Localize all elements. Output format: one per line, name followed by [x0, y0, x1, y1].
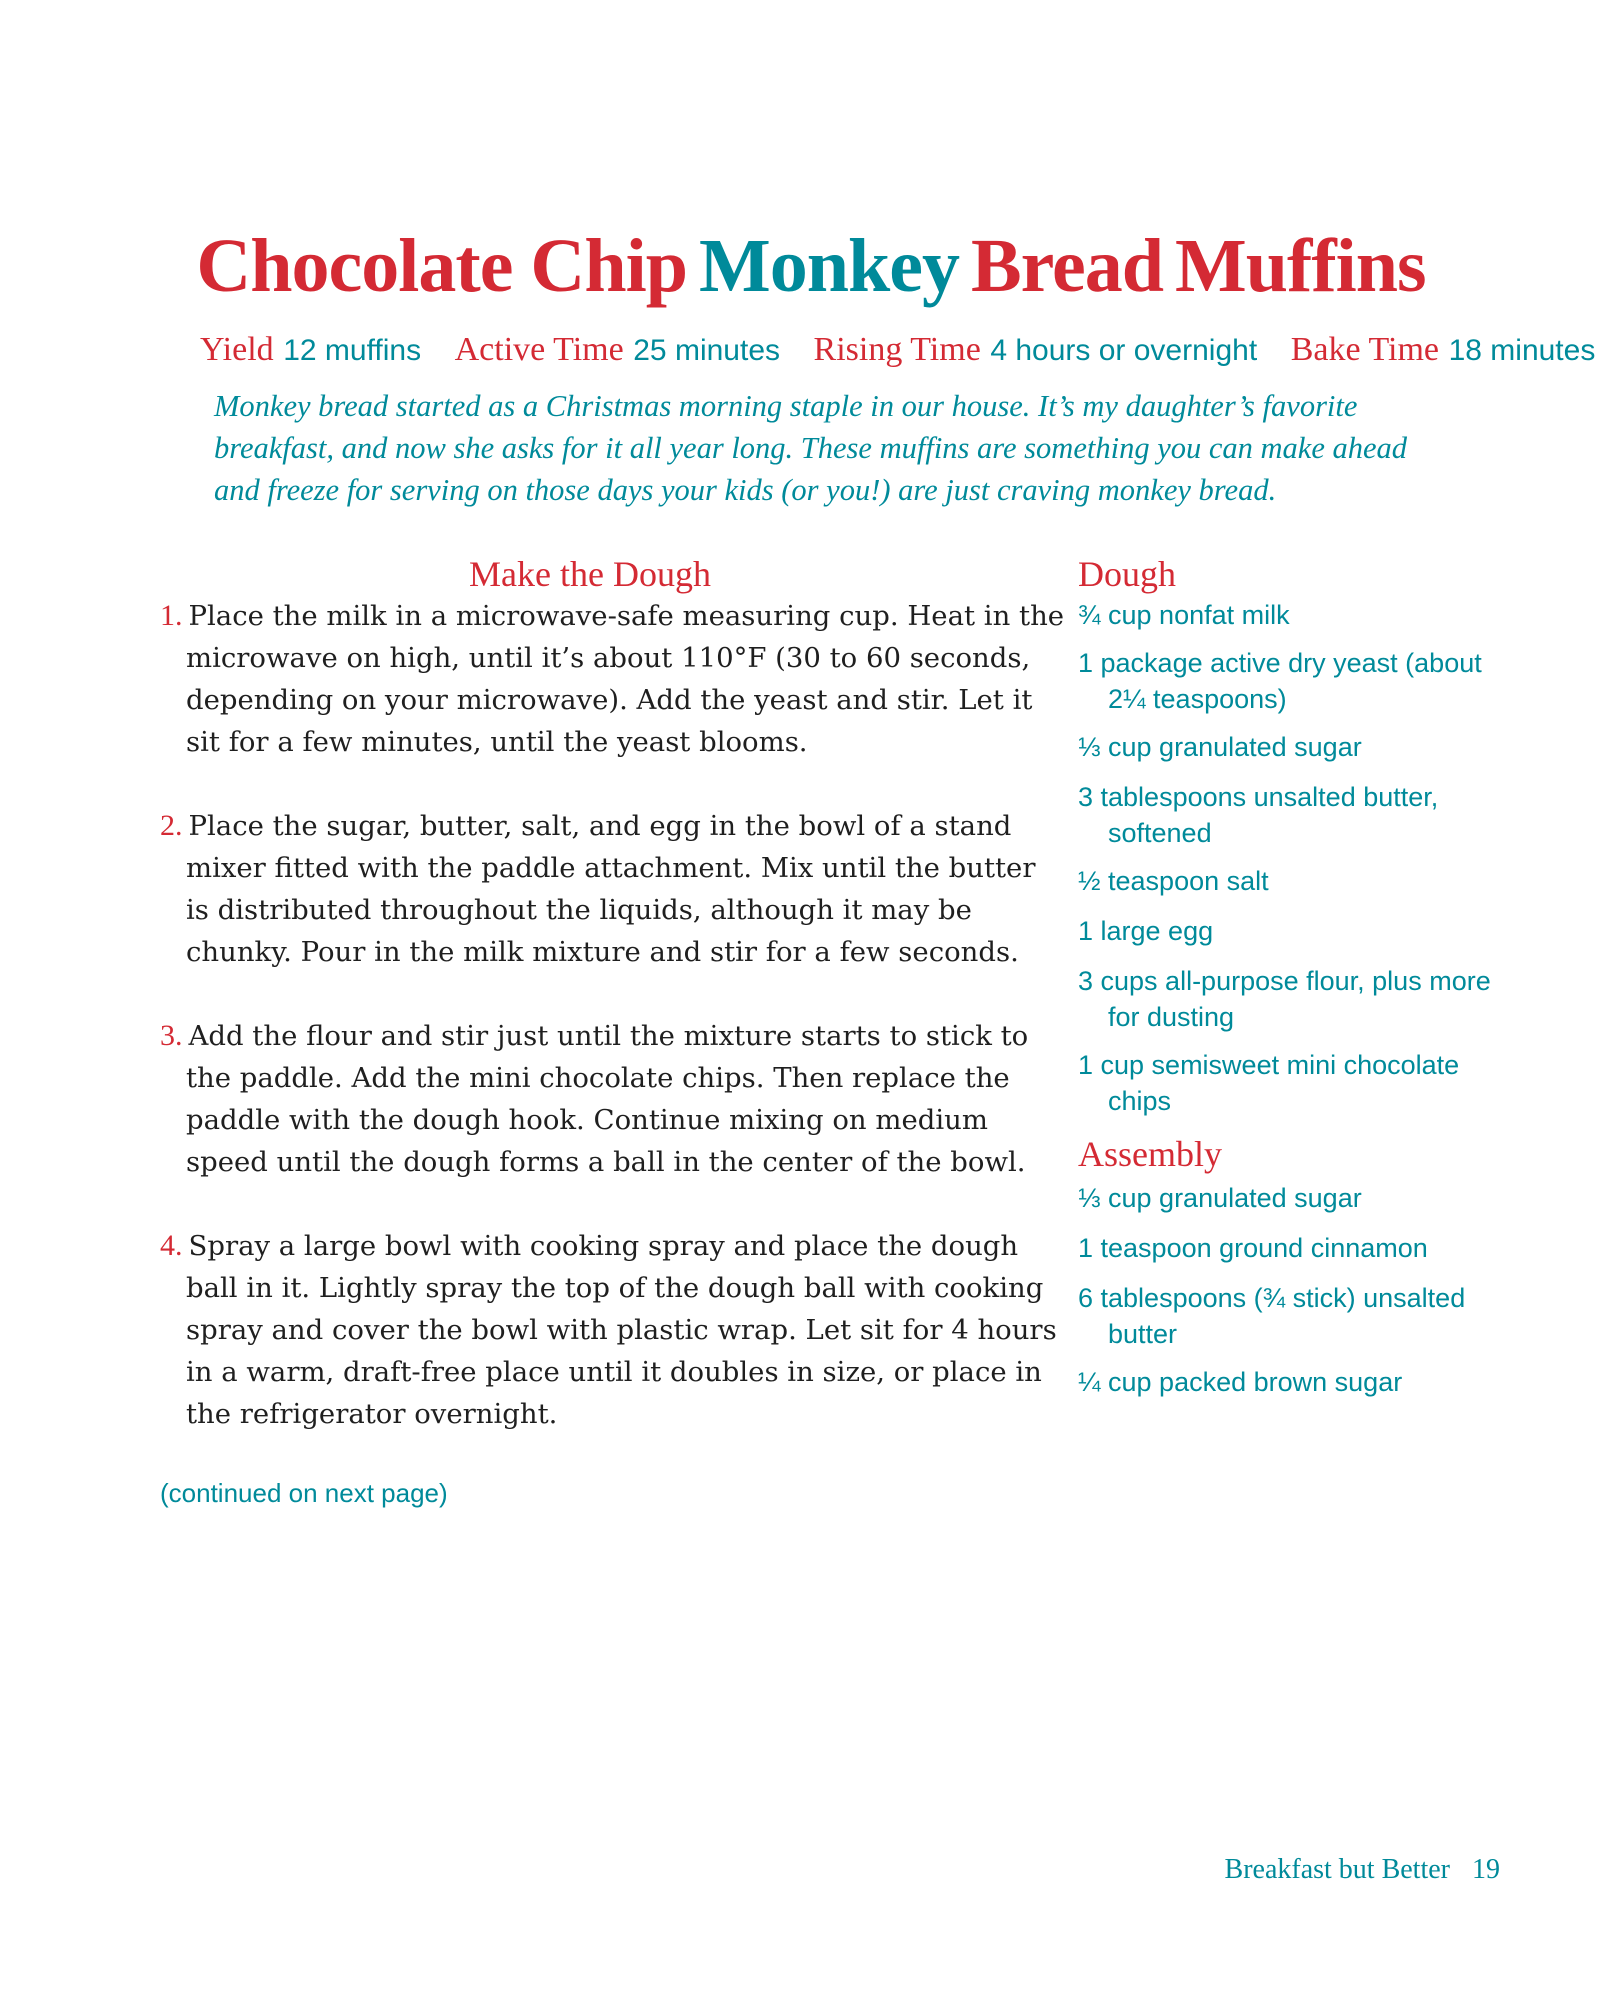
step-number: 3. — [160, 1019, 183, 1052]
title-part-chocolate-chip: Chocolate Chip — [196, 224, 687, 308]
ingredient-item: 6 tablespoons (¾ stick) unsalted butter — [1078, 1283, 1466, 1349]
title-part-bread: Bread — [970, 224, 1164, 308]
method-step — [160, 1225, 1066, 1435]
title-part-monkey: Monkey — [698, 224, 959, 308]
ingredient-item: ¾ cup nonfat milk — [1078, 600, 1290, 630]
step-number: 2. — [160, 809, 183, 842]
rising-time-label: Rising Time — [813, 331, 981, 368]
rising-time-value: 4 hours or overnight — [990, 334, 1258, 367]
active-time-label: Active Time — [454, 331, 624, 368]
step-text: Add the flour and stir just until the mixture starts to stick to the paddle. Add the mini chocolate chips. Then replace the paddle with the dough hook. Continue mixing on medium speed until the dough forms a ball in the center of the bowl. — [186, 1020, 1029, 1178]
bake-time-value: 18 minutes — [1448, 334, 1596, 367]
page-footer — [1180, 1850, 1500, 1890]
recipe-title — [0, 218, 1622, 314]
ingredient-item: ½ teaspoon salt — [1078, 866, 1269, 896]
ingredient-item: 1 cup semisweet mini chocolate chips — [1078, 1050, 1460, 1116]
ingredient-item: ¼ cup packed brown sugar — [1078, 1367, 1403, 1397]
ingredient-item: 3 cups all-purpose flour, plus more for dusting — [1078, 966, 1491, 1032]
assembly-heading: Assembly — [1078, 1134, 1222, 1174]
title-part-muffins: Muffins — [1175, 224, 1426, 308]
step-text: Place the sugar, butter, salt, and egg in the bowl of a stand mixer fitted with the paddle attachment. Mix until the butter is distributed throughout the liquids, although it may be chunky. Pour in the milk mixture and stir for a few seconds. — [186, 810, 1036, 968]
method-step — [160, 805, 1066, 973]
yield-label: Yield — [200, 331, 274, 368]
book-title: Breakfast but Better — [1224, 1854, 1450, 1885]
continued-note: (continued on next page) — [160, 1478, 448, 1508]
step-number: 1. — [160, 599, 183, 632]
dough-heading: Dough — [1078, 554, 1176, 594]
method-heading: Make the Dough — [469, 554, 711, 594]
yield-value: 12 muffins — [283, 334, 422, 367]
ingredient-item: 1 teaspoon ground cinnamon — [1078, 1233, 1428, 1263]
ingredient-item: ⅓ cup granulated sugar — [1078, 732, 1362, 762]
recipe-intro: Monkey bread started as a Christmas morning staple in our house. It’s my daughter’s favorite breakfast, and now she asks for it all year long. These muffins are something you can make ahead and freeze for serving on those days your kids (or you!) are just craving monkey bread. — [214, 389, 1408, 507]
step-text: Spray a large bowl with cooking spray and place the dough ball in it. Lightly spray the top of the dough ball with cooking spray and cover the bowl with plastic wrap. Let sit for 4 hours in a warm, draft-free place until it doubles in size, or place in the refrigerator overnight. — [186, 1230, 1057, 1430]
ingredient-item: ⅓ cup granulated sugar — [1078, 1183, 1362, 1213]
ingredient-item: 1 package active dry yeast (about 2¼ teaspoons) — [1078, 648, 1482, 714]
step-number: 4. — [160, 1229, 183, 1262]
active-time-value: 25 minutes — [633, 334, 780, 367]
method-step — [160, 1015, 1066, 1183]
bake-time-label: Bake Time — [1290, 331, 1440, 368]
step-text: Place the milk in a microwave-safe measuring cup. Heat in the microwave on high, until it’s about 110°F (30 to 60 seconds, depending on your microwave). Add the yeast and stir. Let it sit for a few minutes, until the yeast blooms. — [186, 600, 1065, 758]
page-number: 19 — [1472, 1854, 1500, 1885]
ingredient-item: 1 large egg — [1078, 916, 1214, 946]
recipe-meta — [200, 328, 1596, 372]
ingredient-item: 3 tablespoons unsalted butter, softened — [1078, 782, 1439, 848]
method-step — [160, 595, 1066, 763]
